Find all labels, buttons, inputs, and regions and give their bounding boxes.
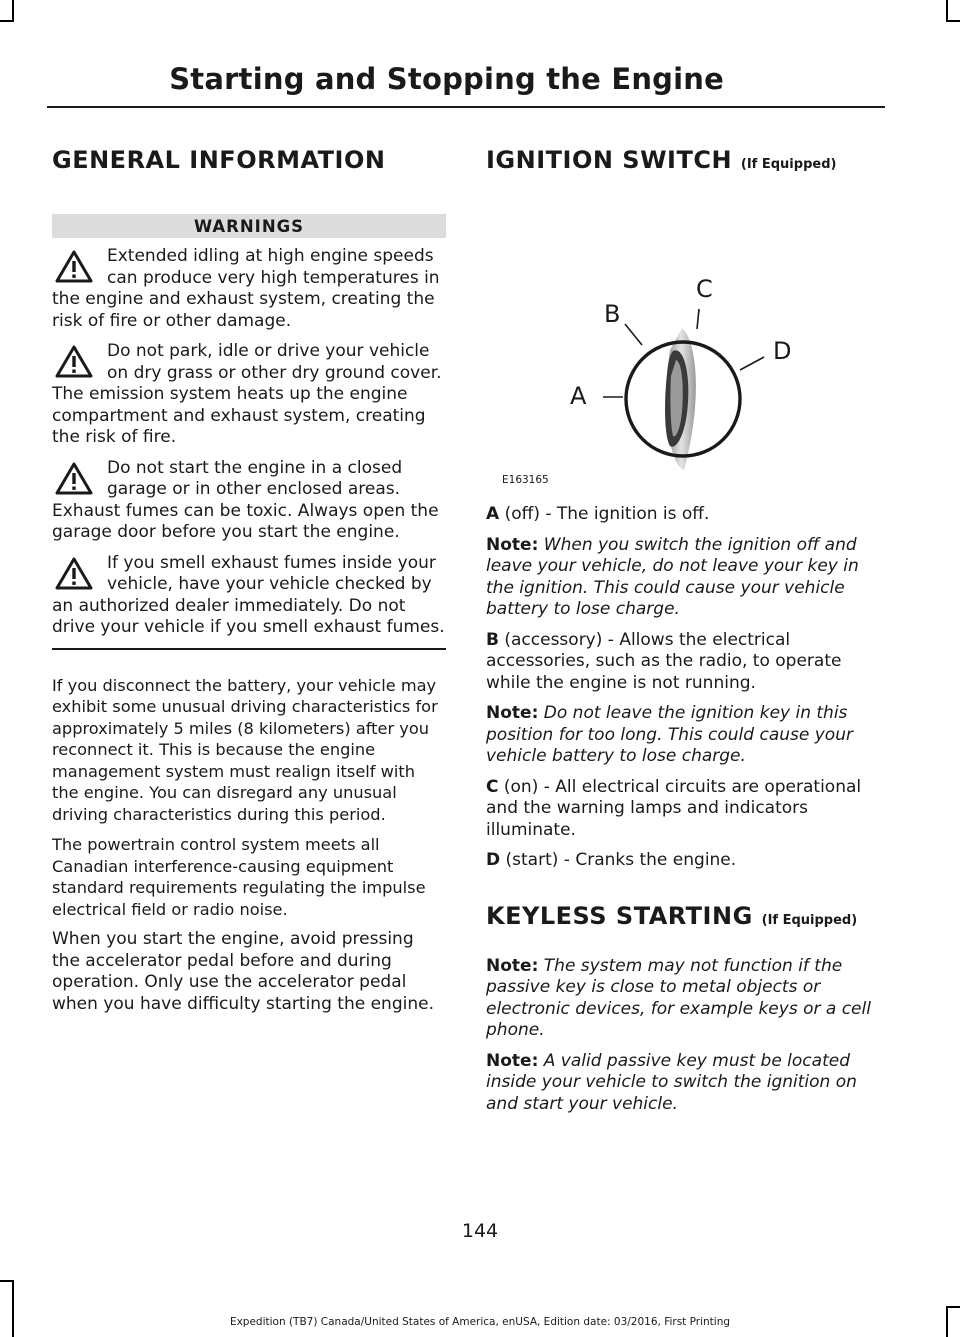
note-text: A valid passive key must be located inside your vehicle to switch the ignition on and start your vehicle. bbox=[486, 1050, 857, 1114]
warning-text: Do not park, idle or drive your vehicle on dry grass or other dry ground cover. The emission system heats up the engine compartment and exhaust system, creating the risk of fire. bbox=[52, 341, 442, 447]
note-text: The system may not function if the passive key is close to metal objects or electronic devices, for example keys or a cell phone. bbox=[486, 955, 871, 1040]
note-label: Note: bbox=[486, 1050, 539, 1071]
note bbox=[486, 956, 880, 1042]
ignition-switch-figure bbox=[486, 174, 880, 504]
warnings-bar: WARNINGS bbox=[52, 214, 446, 238]
ignition-switch-heading-text: IGNITION SWITCH bbox=[486, 146, 733, 174]
crop-mark bbox=[946, 0, 948, 22]
figure-label-a: A bbox=[570, 382, 587, 410]
crop-mark bbox=[0, 1280, 14, 1282]
body-paragraph: The powertrain control system meets all Canadian interference-causing equipment standard requirements regulating the impulse electrical field or radio noise. bbox=[52, 835, 426, 919]
keyless-starting-heading-text: KEYLESS STARTING bbox=[486, 901, 753, 930]
crop-mark bbox=[12, 1280, 14, 1337]
crop-mark bbox=[12, 0, 14, 22]
note bbox=[486, 1051, 880, 1116]
warning-text: Do not start the engine in a closed garage or in other enclosed areas. Exhaust fumes can be toxic. Always open the garage door before you start the engine. bbox=[52, 457, 439, 542]
position-text: (start) - Cranks the engine. bbox=[500, 850, 737, 870]
warning-item bbox=[52, 341, 446, 449]
position-letter: A bbox=[486, 504, 500, 524]
warning-item bbox=[52, 458, 446, 544]
crop-mark bbox=[0, 20, 14, 22]
position-text: (off) - The ignition is off. bbox=[499, 504, 710, 524]
warning-triangle-icon bbox=[55, 345, 93, 379]
body-paragraph: If you disconnect the battery, your vehicle may exhibit some unusual driving characteristics for approximately 5 miles (8 kilometers) after you reconnect it. This is because the engine management system must realign itself with the engine. You can disregard any unusual driving characteristics during this period. bbox=[52, 675, 438, 824]
if-equipped-tag: (If Equipped) bbox=[761, 912, 858, 928]
note bbox=[486, 535, 880, 621]
note-label: Note: bbox=[486, 955, 539, 976]
warning-triangle-icon bbox=[55, 462, 93, 496]
figure-code: E163165 bbox=[502, 474, 549, 486]
page-header-title: Starting and Stopping the Engine bbox=[169, 62, 724, 96]
left-column bbox=[52, 146, 446, 1024]
warning-item bbox=[52, 553, 446, 639]
if-equipped-tag: (If Equipped) bbox=[740, 157, 837, 172]
warning-text: If you smell exhaust fumes inside your vehicle, have your vehicle checked by an authorized dealer immediately. Do not drive your vehicle if you smell exhaust fumes. bbox=[52, 552, 445, 637]
position-letter: D bbox=[486, 850, 501, 870]
position-description bbox=[486, 850, 880, 872]
warnings-end-rule bbox=[52, 648, 446, 650]
note-label: Note: bbox=[486, 703, 539, 723]
figure-label-b: B bbox=[604, 300, 621, 328]
note-text: Do not leave the ignition key in this position for too long. This could cause your vehicle battery to lose charge. bbox=[486, 703, 853, 766]
position-text: (accessory) - Allows the electrical accessories, such as the radio, to operate while the engine is not running. bbox=[486, 629, 842, 693]
body-paragraph: When you start the engine, avoid pressing the accelerator pedal before and during operation. Only use the accelerator pedal when you have difficulty starting the engine. bbox=[52, 929, 434, 1014]
footer-edition-text: Expedition (TB7) Canada/United States of America, enUSA, Edition date: 03/2016, First Printing bbox=[229, 1316, 731, 1328]
page-number: 144 bbox=[461, 1220, 499, 1242]
ignition-switch-heading bbox=[486, 146, 880, 174]
position-description bbox=[486, 777, 880, 842]
general-information-heading: GENERAL INFORMATION bbox=[52, 146, 386, 174]
warning-text: Extended idling at high engine speeds can produce very high temperatures in the engine and exhaust system, creating the risk of fire or other damage. bbox=[52, 246, 440, 331]
position-text: (on) - All electrical circuits are operational and the warning lamps and indicators illuminate. bbox=[486, 776, 862, 840]
figure-label-c: C bbox=[696, 275, 713, 303]
header-rule bbox=[47, 106, 885, 108]
right-column bbox=[486, 146, 880, 1124]
warning-triangle-icon bbox=[55, 557, 93, 591]
note bbox=[486, 703, 880, 768]
position-letter: C bbox=[486, 776, 499, 797]
keyless-starting-heading bbox=[486, 902, 880, 930]
warning-triangle-icon bbox=[55, 250, 93, 284]
crop-mark bbox=[946, 20, 960, 22]
position-letter: B bbox=[486, 629, 499, 650]
ignition-switch-illustration bbox=[486, 174, 880, 494]
figure-label-d: D bbox=[773, 337, 792, 365]
note-text: When you switch the ignition off and leave your vehicle, do not leave your key in the ignition. This could cause your vehicle battery to lose charge. bbox=[486, 534, 859, 619]
crop-mark bbox=[946, 1306, 960, 1308]
position-description bbox=[486, 630, 880, 695]
note-label: Note: bbox=[486, 534, 539, 555]
position-description bbox=[486, 504, 880, 526]
warning-item bbox=[52, 246, 446, 332]
